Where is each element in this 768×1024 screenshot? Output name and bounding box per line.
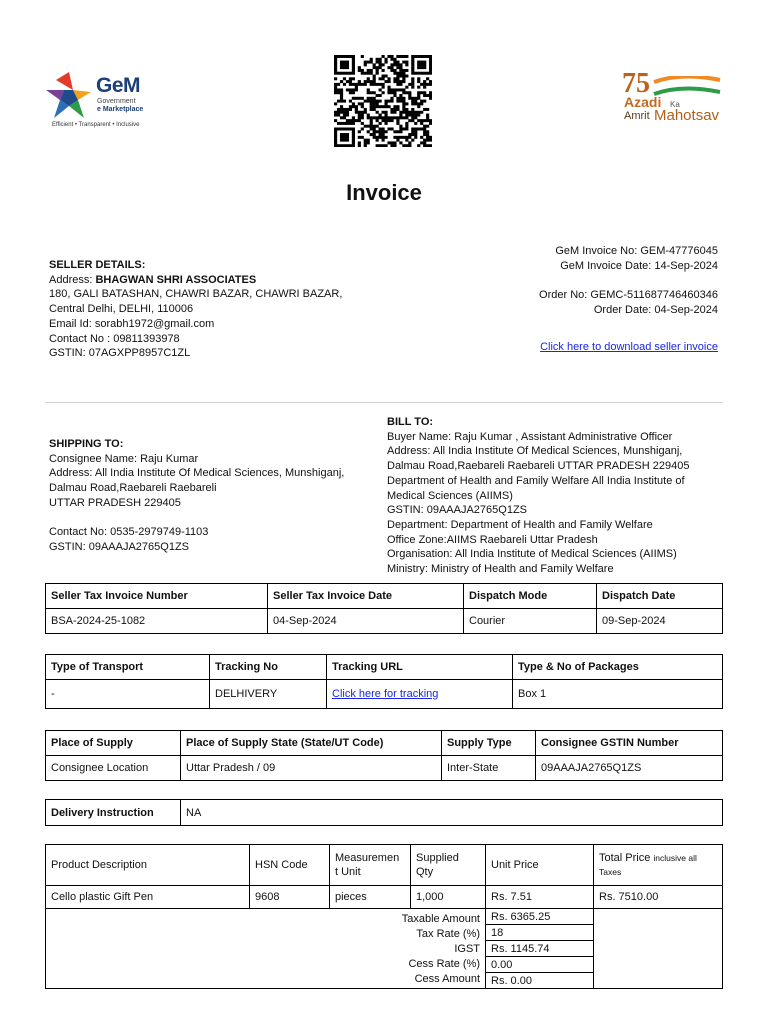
tax-value: Rs. 6365.25 [486, 909, 593, 925]
aka-logo-azadi: Azadi [624, 94, 662, 110]
table-row [46, 800, 723, 826]
order-date: Order Date: 04-Sep-2024 [593, 303, 718, 316]
shipping-gstin: GSTIN: 09AAAJA2765Q1ZS [49, 540, 190, 553]
shipping-line: UTTAR PRADESH 229405 [49, 496, 181, 509]
table-header-cell [594, 845, 723, 886]
bill-to-line: Dalmau Road,Raebareli Raebareli UTTAR PRADESH 229405 [387, 460, 690, 473]
section-divider [46, 402, 722, 403]
gem-invoice-date: GeM Invoice Date: 14-Sep-2024 [560, 259, 718, 272]
qr-code-icon [334, 55, 432, 147]
seller-address1: 180, GALI BATASHAN, CHAWRI BAZAR, CHAWRI BAZAR, [49, 288, 343, 301]
table-cell: Box 1 [513, 680, 723, 709]
bill-to-line: Organisation: All India Institute of Medical Sciences (AIIMS) [387, 548, 677, 561]
table-header-cell: Unit Price [486, 845, 594, 886]
table-header-cell: Dispatch Date [597, 584, 723, 609]
gem-logo [44, 70, 164, 132]
tax-label: Cess Rate (%) [408, 958, 480, 970]
shipping-line: Address: All India Institute Of Medical Sciences, Munshiganj, [49, 467, 345, 480]
flag-stripes-icon [652, 76, 722, 98]
delivery-table [45, 799, 723, 826]
bill-to-line: Medical Sciences (AIIMS) [387, 489, 513, 502]
table-header-cell: Place of Supply State (State/UT Code) [181, 731, 442, 756]
tax-label: Tax Rate (%) [416, 928, 480, 940]
gem-star-icon [44, 70, 94, 122]
order-no: Order No: GEMC-511687746460346 [539, 289, 718, 302]
header-qty-line1: Supplied [416, 852, 459, 864]
table-cell: pieces [330, 886, 411, 909]
invoice-table [45, 583, 723, 634]
seller-address-label: Address: [49, 273, 96, 286]
table-cell: Courier [464, 609, 597, 634]
tax-labels-cell [46, 909, 486, 989]
table-header-cell: HSN Code [250, 845, 330, 886]
table-header-cell: Type & No of Packages [513, 655, 723, 680]
table-cell: Uttar Pradesh / 09 [181, 756, 442, 781]
table-cell: BSA-2024-25-1082 [46, 609, 268, 634]
table-cell: 04-Sep-2024 [268, 609, 464, 634]
header-unit-line2: t Unit [335, 866, 361, 878]
seller-address2: Central Delhi, DELHI, 110006 [49, 303, 194, 316]
seller-name: BHAGWAN SHRI ASSOCIATES [95, 273, 257, 286]
seller-email: Email Id: sorabh1972@gmail.com [49, 317, 215, 330]
gem-logo-word: GeM [96, 74, 141, 97]
table-header-row [46, 584, 723, 609]
supply-table [45, 730, 723, 781]
bill-to-line: Office Zone:AIIMS Raebareli Uttar Pradesh [387, 533, 598, 546]
download-seller-invoice-link[interactable]: Click here to download seller invoice [540, 340, 718, 353]
table-cell: Inter-State [442, 756, 536, 781]
table-header-cell: Place of Supply [46, 731, 181, 756]
bill-to-line: Buyer Name: Raju Kumar , Assistant Administrative Officer [387, 430, 673, 443]
table-cell: DELHIVERY [210, 680, 327, 709]
table-header-row [46, 655, 723, 680]
azadi-ka-amrit-mahotsav-logo [618, 70, 728, 132]
seller-details [49, 258, 342, 361]
table-header-cell [330, 845, 411, 886]
tax-values-cell [486, 909, 594, 989]
tax-value: Rs. 1145.74 [486, 941, 593, 957]
table-header-cell: Seller Tax Invoice Date [268, 584, 464, 609]
gem-logo-tagline: Efficient • Transparent • Inclusive [52, 122, 140, 128]
header-unit-line1: Measuremen [335, 852, 400, 864]
header-total-note2: Taxes [599, 867, 622, 877]
aka-logo-amrit: Amrit [624, 110, 650, 122]
bill-to-line: Department of Health and Family Welfare All India Institute of [387, 474, 685, 487]
tax-label: Taxable Amount [401, 913, 480, 925]
table-header-cell [411, 845, 486, 886]
aka-logo-ka: Ka [670, 100, 680, 109]
table-cell: Rs. 7.51 [486, 886, 594, 909]
page-title: Invoice [346, 180, 422, 205]
aka-logo-number: 75 [622, 68, 650, 99]
table-row [46, 886, 723, 909]
bill-to-heading: BILL TO: [387, 416, 434, 428]
table-cell: 09AAAJA2765Q1ZS [536, 756, 723, 781]
table-cell: - [46, 680, 210, 709]
bill-to-line: Department: Department of Health and Family Welfare [387, 518, 653, 531]
table-row [46, 756, 723, 781]
table-header-cell: Supply Type [442, 731, 536, 756]
shipping-line: Dalmau Road,Raebareli Raebareli [49, 482, 217, 495]
table-cell [327, 680, 513, 709]
product-table [45, 844, 723, 989]
table-row [46, 680, 723, 709]
table-header-cell: Dispatch Mode [464, 584, 597, 609]
seller-address-line [49, 273, 342, 288]
shipping-contact: Contact No: 0535-2979749-1103 [49, 526, 209, 539]
qr-code [334, 55, 432, 147]
delivery-instruction-value: NA [181, 800, 723, 826]
shipping-heading: SHIPPING TO: [49, 438, 124, 450]
tax-value: 0.00 [486, 957, 593, 973]
table-header-cell: Seller Tax Invoice Number [46, 584, 268, 609]
bill-to [387, 415, 689, 577]
tax-value: 18 [486, 925, 593, 941]
tax-breakdown-row [46, 909, 723, 989]
delivery-instruction-label: Delivery Instruction [46, 800, 181, 826]
table-row [46, 609, 723, 634]
gem-logo-sub1: Government [97, 98, 136, 105]
table-header-row [46, 731, 723, 756]
table-header-cell: Product Description [46, 845, 250, 886]
aka-logo-mahotsav: Mahotsav [654, 107, 720, 124]
invoice-meta [539, 244, 718, 354]
tax-label: Cess Amount [414, 973, 480, 985]
seller-gstin: GSTIN: 07AGXPP8957C1ZL [49, 347, 191, 360]
table-header-cell: Type of Transport [46, 655, 210, 680]
shipping-to [49, 437, 344, 555]
table-header-cell: Tracking URL [327, 655, 513, 680]
table-header-cell: Consignee GSTIN Number [536, 731, 723, 756]
table-cell: 09-Sep-2024 [597, 609, 723, 634]
transport-table [45, 654, 723, 709]
seller-heading: SELLER DETAILS: [49, 259, 146, 271]
table-header-cell: Tracking No [210, 655, 327, 680]
shipping-line: Consignee Name: Raju Kumar [49, 452, 199, 465]
tracking-link[interactable]: Click here for tracking [332, 688, 439, 700]
gem-invoice-no: GeM Invoice No: GEM-47776045 [555, 245, 718, 257]
table-cell: Consignee Location [46, 756, 181, 781]
seller-contact: Contact No : 09811393978 [49, 332, 180, 345]
header-total: Total Price [599, 852, 654, 864]
bill-to-line: Ministry: Ministry of Health and Family Welfare [387, 563, 614, 576]
tax-value: Rs. 0.00 [491, 975, 532, 987]
table-cell [594, 909, 723, 989]
header-qty-line2: Qty [416, 866, 434, 878]
bill-to-line: Address: All India Institute Of Medical Sciences, Munshiganj, [387, 445, 683, 458]
table-cell: Rs. 7510.00 [594, 886, 723, 909]
tax-label: IGST [454, 943, 480, 955]
table-header-row [46, 845, 723, 886]
header-total-note1: inclusive all [653, 853, 697, 863]
gem-logo-sub2: e Marketplace [97, 106, 144, 113]
table-cell: 1,000 [411, 886, 486, 909]
table-cell: Cello plastic Gift Pen [46, 886, 250, 909]
table-cell: 9608 [250, 886, 330, 909]
bill-to-line: GSTIN: 09AAAJA2765Q1ZS [387, 504, 528, 517]
